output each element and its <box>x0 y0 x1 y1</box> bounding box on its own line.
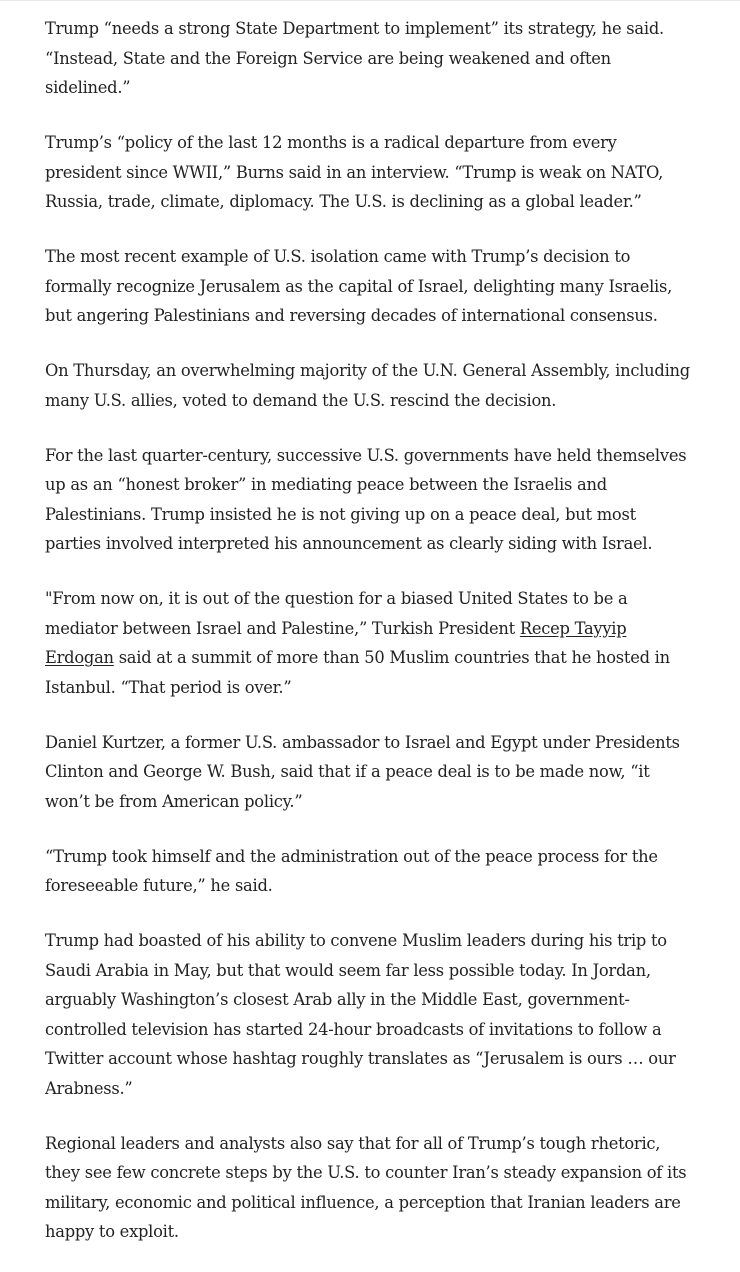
article-paragraph: Trump “needs a strong State Department to implement” its strategy, he said. “Instead, State and the Foreign Service are being weakened and often sidelined.” <box>45 19 664 97</box>
article-paragraph: Trump had boasted of his ability to convene Muslim leaders during his trip to Saudi Arabia in May, but that would seem far less possible today. In Jordan, arguably Washington’s closest Arab ally in the Middle East, government-controlled television has started 24-hour broadcasts of invitations to follow a Twitter account whose hashtag roughly translates as “Jerusalem is ours … our Arabness.” <box>45 931 676 1098</box>
article-paragraph: On Thursday, an overwhelming majority of the U.N. General Assembly, including many U.S. allies, voted to demand the U.S. rescind the decision. <box>45 361 690 410</box>
article-paragraph: “Trump took himself and the administration out of the peace process for the foreseeable future,” he said. <box>45 846 658 895</box>
article-body <box>45 14 695 1272</box>
article-paragraph: The most recent example of U.S. isolation came with Trump’s decision to formally recognize Jerusalem as the capital of Israel, delighting many Israelis, but angering Palestinians and reversing decades of international consensus. <box>45 247 673 325</box>
article-paragraph-with-link <box>45 584 695 702</box>
erdogan-link[interactable]: Recep Tayyip Erdogan <box>45 618 627 667</box>
article-paragraph: Regional leaders and analysts also say that for all of Trump’s tough rhetoric, they see few concrete steps by the U.S. to counter Iran’s steady expansion of its military, economic and political influence, a perception that Iranian leaders are happy to exploit. <box>45 1133 687 1241</box>
top-divider <box>0 0 740 1</box>
paragraph-text-after-link: said at a summit of more than 50 Muslim countries that he hosted in Istanbul. “That period is over.” <box>45 648 670 697</box>
article-paragraph: For the last quarter-century, successive U.S. governments have held themselves up as an “honest broker” in mediating peace between the Israelis and Palestinians. Trump insisted he is not giving up on a peace deal, but most parties involved interpreted his announcement as clearly siding with Israel. <box>45 445 687 553</box>
paragraph-text-before-link: "From now on, it is out of the question for a biased United States to be a mediator between Israel and Palestine,” Turkish President <box>45 589 628 638</box>
article-paragraph: Trump’s “policy of the last 12 months is a radical departure from every president since WWII,” Burns said in an interview. “Trump is weak on NATO, Russia, trade, climate, diplomacy. The U.S. is declining as a global leader.” <box>45 133 664 211</box>
article-paragraph: Daniel Kurtzer, a former U.S. ambassador to Israel and Egypt under Presidents Clinton and George W. Bush, said that if a peace deal is to be made now, “it won’t be from American policy.” <box>45 732 680 811</box>
